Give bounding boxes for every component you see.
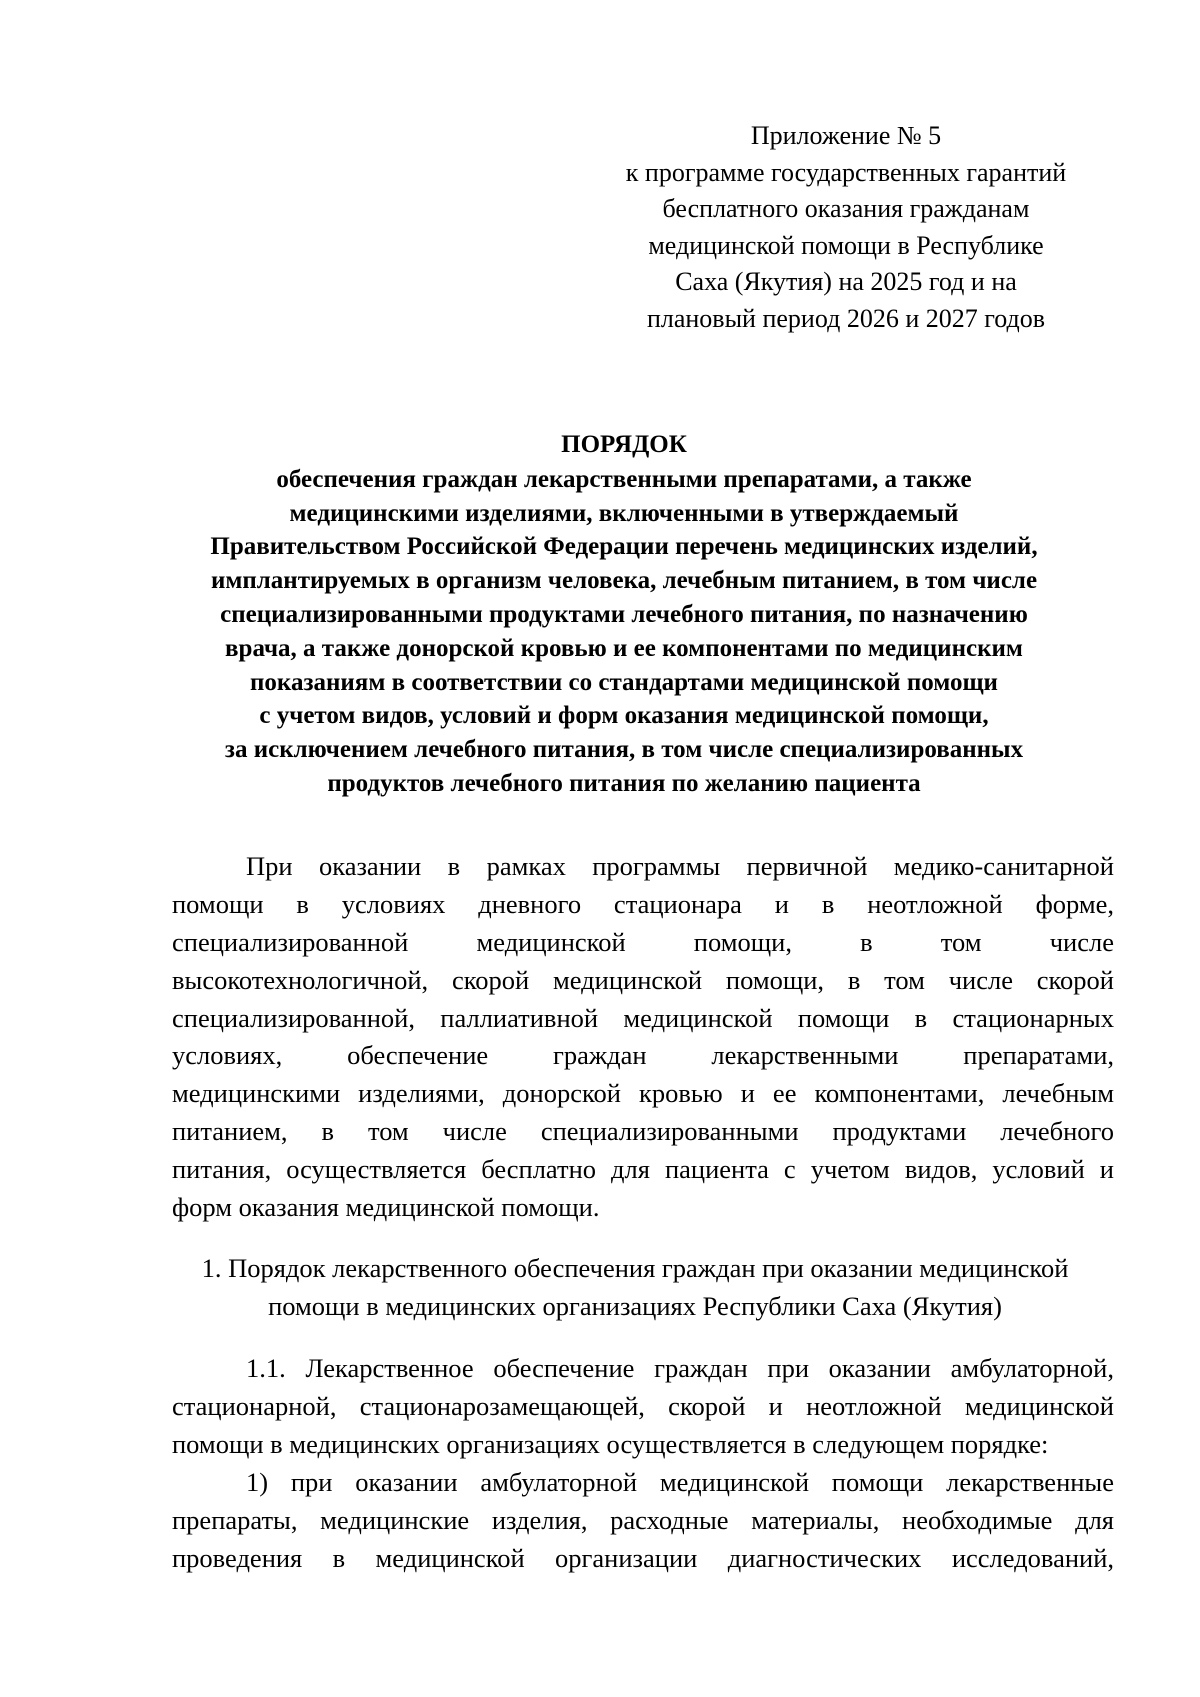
- paragraph-line: помощи в условиях дневного стационара и в неотложной форме,: [172, 888, 1114, 919]
- title-line: специализированными продуктами лечебного питания, по назначению: [220, 600, 1028, 628]
- item-1: [172, 1464, 1114, 1578]
- paragraph-line: условиях, обеспечение граждан лекарственными препаратами,: [172, 1040, 1114, 1071]
- title-line: Правительством Российской Федерации перечень медицинских изделий,: [210, 533, 1038, 561]
- title-line: за исключением лечебного питания, в том числе специализированных: [224, 736, 1024, 764]
- document-title: [150, 428, 1098, 801]
- title-line: с учетом видов, условий и форм оказания медицинской помощи,: [259, 702, 989, 730]
- paragraph-line: стационарной, стационарозамещающей, скорой и неотложной медицинской: [172, 1390, 1114, 1421]
- title-heading: ПОРЯДОК: [561, 431, 687, 458]
- paragraph-line: специализированной медицинской помощи, в том числе: [172, 926, 1114, 957]
- paragraph-line: проведения в медицинской организации диагностических исследований,: [172, 1542, 1114, 1573]
- paragraph-line: специализированной, паллиативной медицинской помощи в стационарных: [172, 1002, 1114, 1033]
- appendix-line: Приложение № 5: [750, 121, 942, 150]
- title-line: медицинскими изделиями, включенными в утверждаемый: [289, 499, 959, 527]
- paragraph-line: медицинскими изделиями, донорской кровью и ее компонентами, лечебным: [172, 1078, 1114, 1109]
- section-heading-line: 1. Порядок лекарственного обеспечения граждан при оказании медицинской: [201, 1253, 1069, 1283]
- appendix-line: Саха (Якутия) на 2025 год и на: [675, 267, 1017, 296]
- clause-1-1: [172, 1350, 1114, 1464]
- title-line: имплантируемых в организм человека, лечебным питанием, в том числе: [210, 567, 1038, 595]
- title-line: врача, а также донорской кровью и ее компонентами по медицинским: [225, 634, 1023, 662]
- paragraph-line: 1.1. Лекарственное обеспечение граждан при оказании амбулаторной,: [246, 1353, 1114, 1383]
- appendix-line: к программе государственных гарантий: [625, 157, 1067, 187]
- paragraph-line: питанием, в том числе специализированными продуктами лечебного: [172, 1116, 1114, 1147]
- paragraph-line: высокотехнологичной, скорой медицинской помощи, в том числе скорой: [172, 964, 1114, 995]
- paragraph-line: помощи в медицинских организациях осуществляется в следующем порядке:: [172, 1428, 1049, 1459]
- paragraph-line: При оказании в рамках программы первичной медико-санитарной: [246, 851, 1114, 881]
- paragraph-line: форм оказания медицинской помощи.: [172, 1192, 600, 1223]
- intro-paragraph: [172, 848, 1114, 1227]
- title-line: обеспечения граждан лекарственными препаратами, а также: [276, 465, 972, 493]
- appendix-line: бесплатного оказания гражданам: [662, 194, 1030, 223]
- appendix-line: плановый период 2026 и 2027 годов: [646, 303, 1046, 333]
- paragraph-line: препараты, медицинские изделия, расходные материалы, необходимые для: [172, 1504, 1114, 1535]
- paragraph-line: 1) при оказании амбулаторной медицинской помощи лекарственные: [246, 1467, 1114, 1497]
- appendix-header: [596, 118, 1096, 337]
- appendix-line: медицинской помощи в Республике: [648, 230, 1044, 260]
- title-line: продуктов лечебного питания по желанию пациента: [327, 769, 921, 797]
- title-line: показаниям в соответствии со стандартами медицинской помощи: [250, 668, 998, 696]
- paragraph-line: питания, осуществляется бесплатно для пациента с учетом видов, условий и: [172, 1154, 1114, 1185]
- section-heading-line: помощи в медицинских организациях Республики Саха (Якутия): [268, 1290, 1002, 1321]
- section-1-heading: [150, 1250, 1120, 1326]
